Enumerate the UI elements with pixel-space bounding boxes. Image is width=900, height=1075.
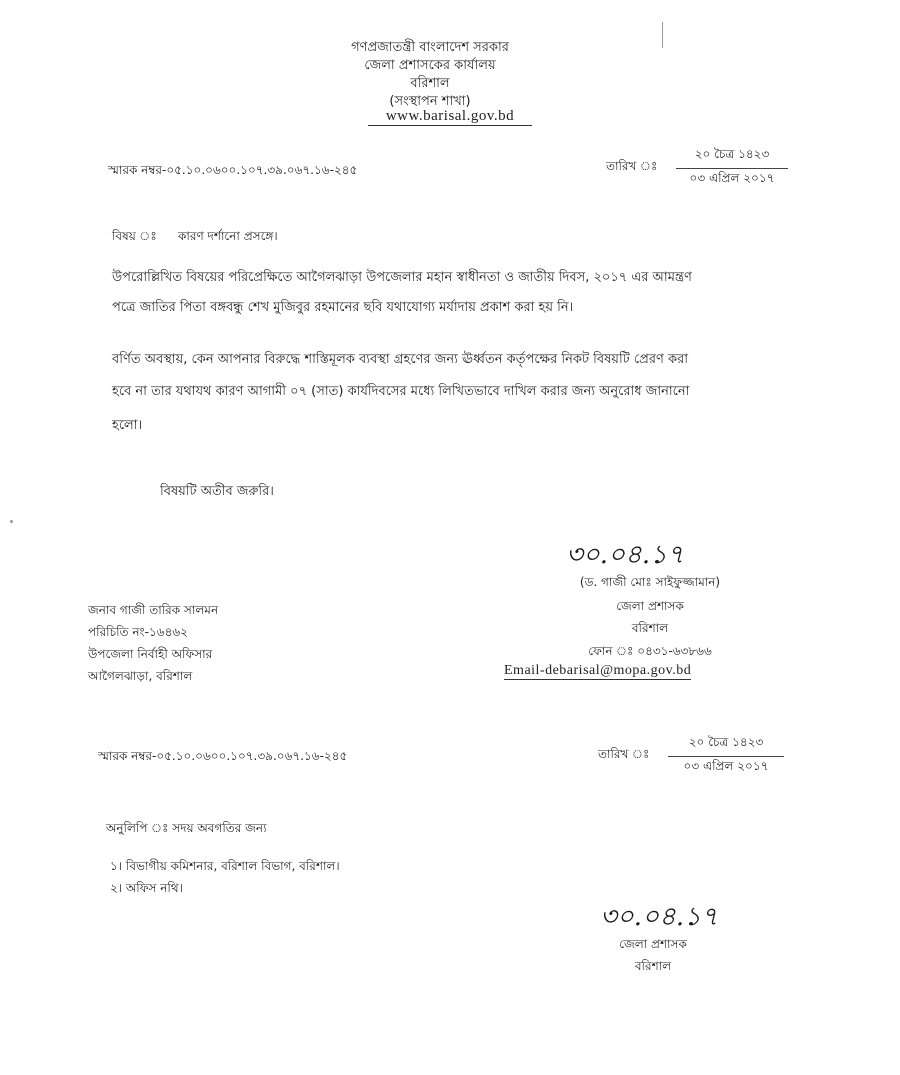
website-link[interactable]: www.barisal.gov.bd (368, 108, 532, 126)
memo-reference-copy: স্মারক নম্বর-০৫.১০.০৬০০.১০৭.৩৯.০৬৭.১৬-২৪৫ (98, 749, 348, 763)
date-label: তারিখ ঃ (606, 159, 658, 173)
recipient-designation: উপজেলা নির্বাহী অফিসার (88, 647, 213, 661)
urgent-note: বিষয়টি অতীব জরুরি। (160, 484, 274, 499)
paragraph-2-line-2: হবে না তার যথাযথ কারণ আগামী ০৭ (সাত) কার্যদিবসের মধ্যে লিখিতভাবে দাখিল করার জন্য অনুরোধ জানানো (112, 384, 690, 399)
district-heading: বরিশাল (410, 76, 450, 91)
signatory-email[interactable]: Email-debarisal@mopa.gov.bd (504, 663, 692, 678)
section-heading: (সংস্থাপন শাখা) (389, 94, 471, 109)
memo-reference: স্মারক নম্বর-০৫.১০.০৬০০.১০৭.৩৯.০৬৭.১৬-২৪৫ (108, 163, 358, 177)
date-bengali-calendar: ২০ চৈত্র ১৪২৩ (676, 146, 788, 169)
date-gregorian-copy: ০৩ এপ্রিল ২০১৭ (683, 759, 769, 773)
recipient-name: জনাব গাজী তারিক সালমন (88, 603, 219, 617)
copy-item-1: ১। বিভাগীয় কমিশনার, বরিশাল বিভাগ, বরিশাল। (110, 859, 340, 873)
paragraph-1-line-1: উপরোল্লিখিত বিষয়ের পরিপ্রেক্ষিতে আগৈলঝাড়া উপজেলার মহান স্বাধীনতা ও জাতীয় দিবস, ২০১৭ এর আমন্ত্রণ (112, 270, 692, 285)
date-gregorian: ০৩ এপ্রিল ২০১৭ (689, 171, 775, 185)
recipient-address: আগৈলঝাড়া, বরিশাল (88, 669, 193, 683)
date-label-copy: তারিখ ঃ (598, 747, 650, 761)
date-bengali-calendar-copy: ২০ চৈত্র ১৪২৩ (668, 734, 784, 757)
recipient-id: পরিচিতি নং-১৬৪৬২ (88, 625, 188, 639)
handwritten-signature-copy: ৩০.০৪.১৭ (600, 902, 718, 932)
signatory-place: বরিশাল (631, 621, 669, 635)
copy-label: অনুলিপি ঃ সদয় অবগতির জন্য (106, 821, 267, 835)
copy-item-2: ২। অফিস নথি। (110, 881, 183, 895)
scan-artifact-mark (662, 22, 663, 48)
office-heading: জেলা প্রশাসকের কার্যালয় (364, 58, 496, 73)
govt-heading: গণপ্রজাতন্ত্রী বাংলাদেশ সরকার (351, 40, 509, 55)
subject-text: কারণ দর্শানো প্রসঙ্গে। (178, 229, 278, 243)
paragraph-1-line-2: পত্রে জাতির পিতা বঙ্গবন্ধু শেখ মুজিবুর রহমানের ছবি যথাযোগ্য মর্যাদায় প্রকাশ করা হয় নি। (112, 300, 574, 315)
signatory-phone: ফোন ঃ ০৪৩১-৬৩৮৬৬ (588, 644, 712, 658)
scan-artifact-dot (10, 520, 13, 523)
subject-label: বিষয় ঃ (112, 229, 157, 243)
paragraph-2-line-3: হলো। (112, 418, 143, 433)
signatory-title-copy: জেলা প্রশাসক (619, 937, 687, 951)
paragraph-2-line-1: বর্ণিত অবস্থায়, কেন আপনার বিরুদ্ধে শাস্তিমূলক ব্যবস্থা গ্রহণের জন্য ঊর্ধ্বতন কর্তৃপক্ষের নিকট বিষয়টি প্রেরণ করা (112, 352, 689, 367)
signatory-place-copy: বরিশাল (634, 959, 672, 973)
signatory-name: (ড. গাজী মোঃ সাইফুজ্জামান) (579, 575, 721, 589)
signatory-title: জেলা প্রশাসক (616, 599, 684, 613)
handwritten-signature: ৩০.০৪.১৭ (566, 540, 684, 570)
